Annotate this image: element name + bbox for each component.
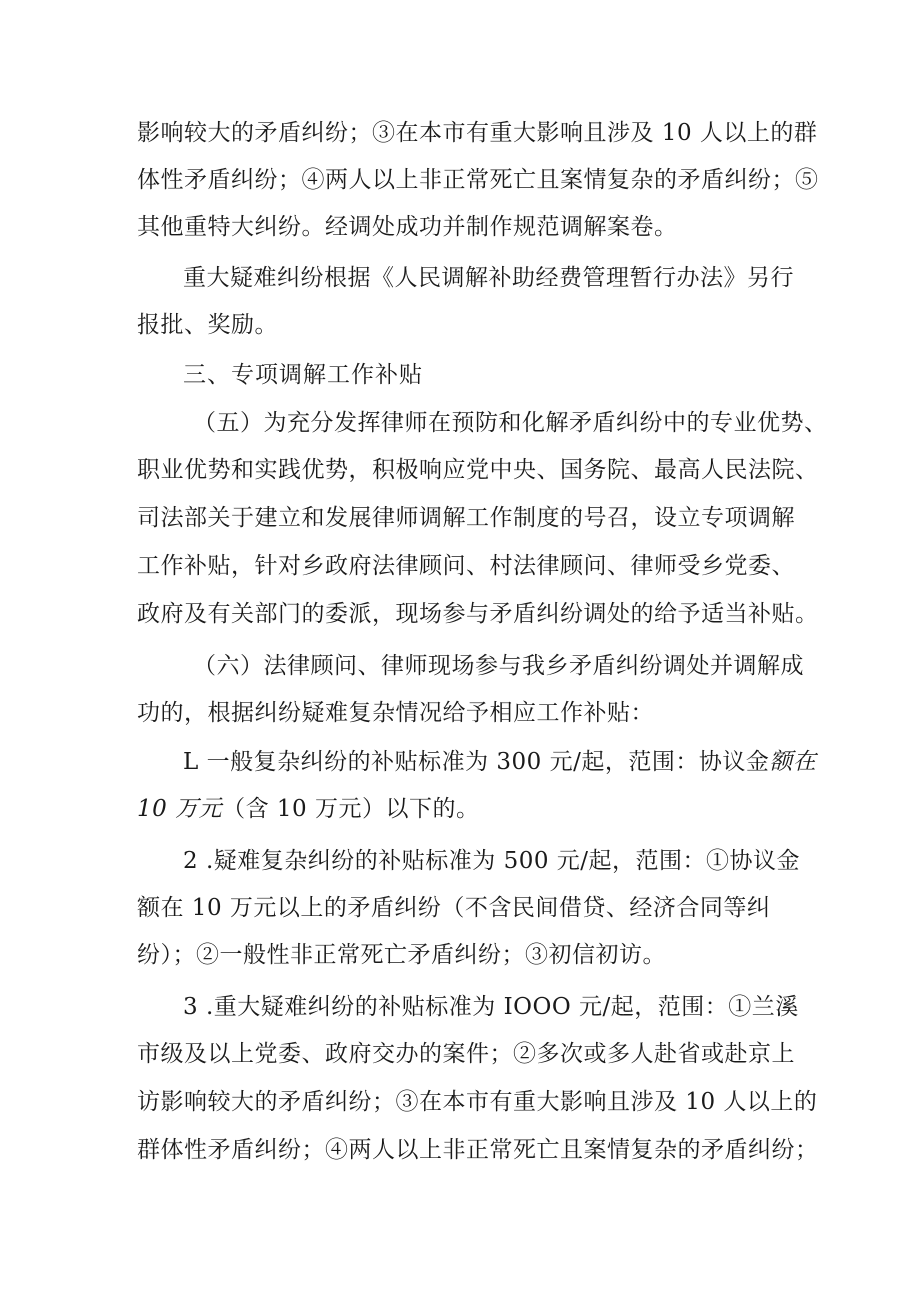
paragraph-line: 2 .疑难复杂纠纷的补贴标准为 500 元/起，范围：①协议金 — [183, 848, 801, 874]
paragraph-line: 访影响较大的矛盾纠纷；③在本市有重大影响且涉及 10 人以上的 — [137, 1089, 818, 1115]
section-heading: 三、专项调解工作补贴 — [183, 362, 423, 388]
paragraph-line: 额在 10 万元以上的矛盾纠纷（不含民间借贷、经济合同等纠 — [137, 895, 771, 921]
paragraph-line: 政府及有关部门的委派，现场参与矛盾纠纷调处的给予适当补贴。 — [137, 601, 819, 627]
paragraph-line — [183, 747, 816, 777]
paragraph-line: 体性矛盾纠纷；④两人以上非正常死亡且案情复杂的矛盾纠纷；⑤ — [137, 167, 819, 193]
paragraph-line: 职业优势和实践优势，积极响应党中央、国务院、最高人民法院、 — [137, 457, 819, 483]
paragraph-line: 影响较大的矛盾纠纷；③在本市有重大影响且涉及 10 人以上的群 — [137, 120, 818, 146]
paragraph-line — [137, 794, 479, 824]
paragraph-line: 市级及以上党委、政府交办的案件；②多次或多人赴省或赴京上 — [137, 1041, 795, 1067]
paragraph-line: 纷）；②一般性非正常死亡矛盾纠纷；③初信初访。 — [137, 942, 666, 968]
paragraph-line: （六）法律顾问、律师现场参与我乡矛盾纠纷调处并调解成 — [193, 653, 804, 679]
paragraph-line: 功的，根据纠纷疑难复杂情况给予相应工作补贴： — [137, 700, 654, 726]
line-text: L 一般复杂纠纷的补贴标准为 300 元/起，范围：协议金 — [183, 749, 770, 775]
line-text: （含 10 万元）以下的。 — [222, 796, 480, 822]
paragraph-line: 重大疑难纠纷根据《人民调解补助经费管理暂行办法》另行 — [183, 265, 794, 291]
paragraph-line: 司法部关于建立和发展律师调解工作制度的号召，设立专项调解 — [137, 505, 795, 531]
italic-text: 额在 — [769, 749, 817, 775]
paragraph-line: 其他重特大纠纷。经调处成功并制作规范调解案卷。 — [137, 214, 678, 240]
paragraph-line: 报批、奖励。 — [137, 312, 278, 338]
paragraph-line: 3 .重大疑难纠纷的补贴标准为 IOOO 元/起，范围：①兰溪 — [183, 994, 799, 1020]
paragraph-line: 群体性矛盾纠纷；④两人以上非正常死亡且案情复杂的矛盾纠纷； — [137, 1137, 819, 1163]
paragraph-line: 工作补贴，针对乡政府法律顾问、村法律顾问、律师受乡党委、 — [137, 553, 795, 579]
paragraph-line: （五）为充分发挥律师在预防和化解矛盾纠纷中的专业优势、 — [193, 410, 828, 436]
italic-text: 10 万元 — [137, 796, 223, 822]
